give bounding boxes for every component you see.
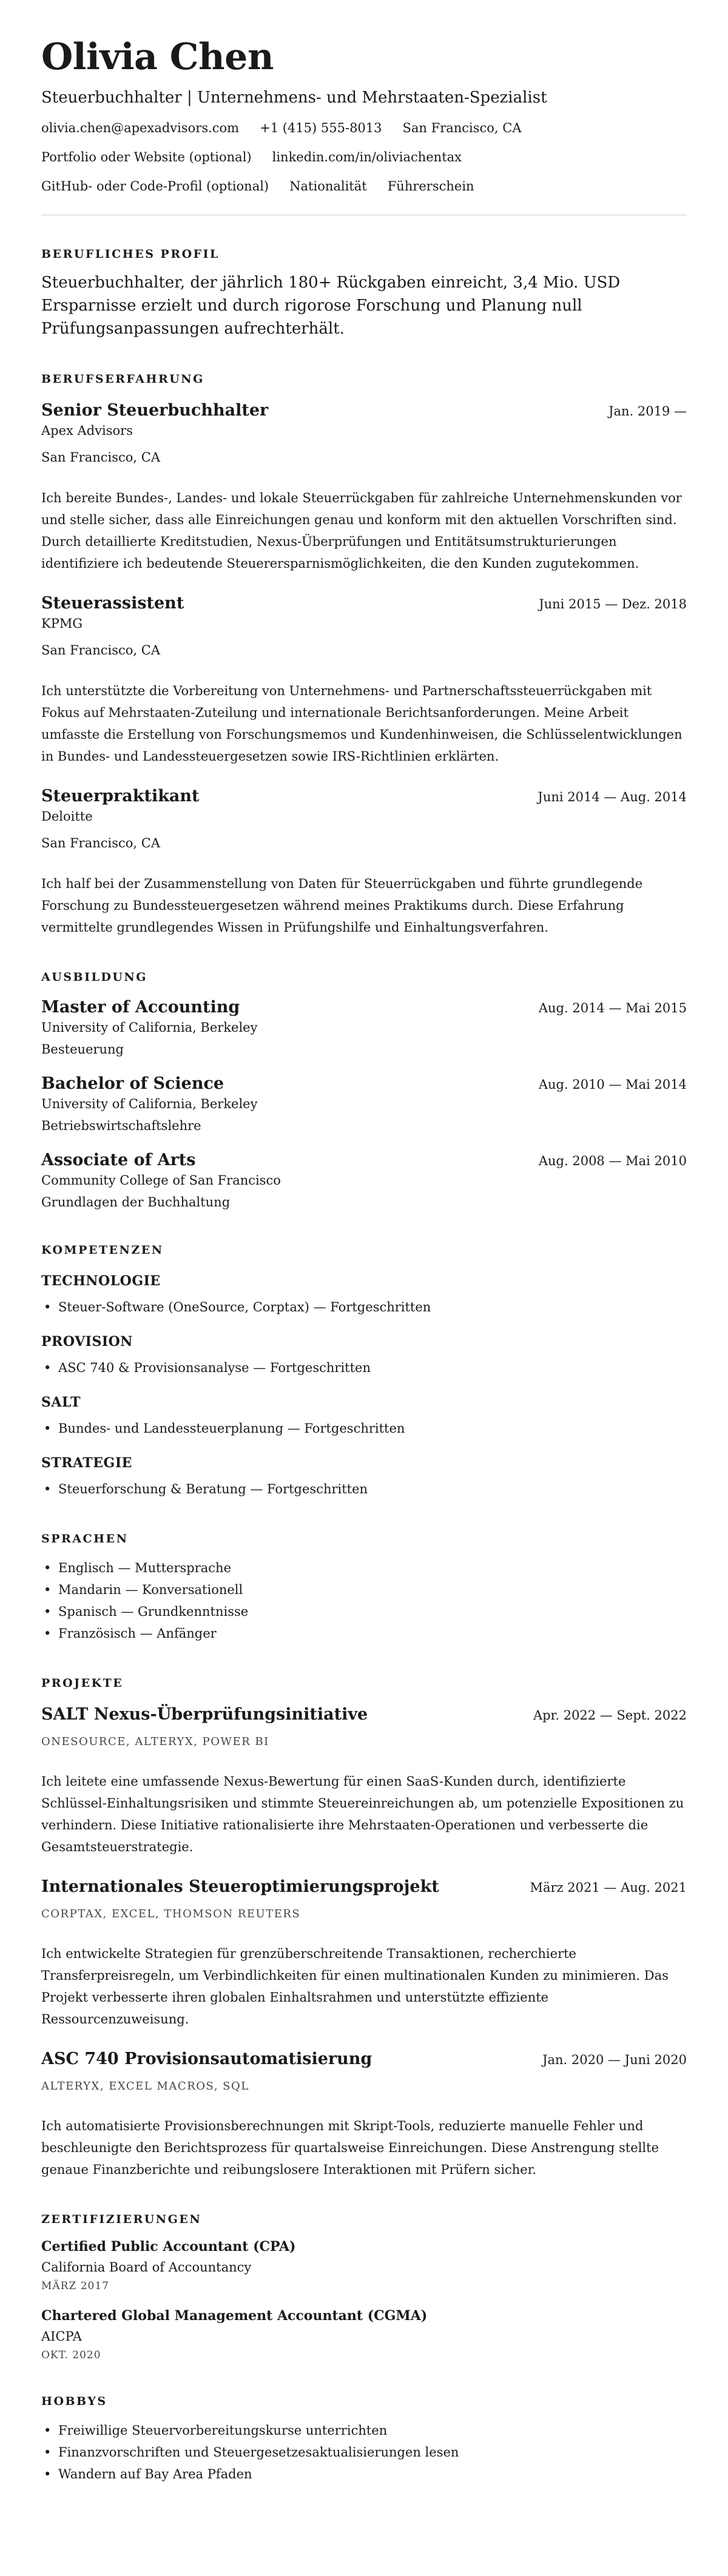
project-description: Ich leitete eine umfassende Nexus-Bewertung für einen SaaS-Kunden durch, identifizierte Schlüssel-Einhaltungsrisiken und stimmte Steuereinreichungen ab, um potenzielle Expositionen zu verhindern. Diese Initiative rationalisierte ihre Mehrstaaten-Operationen und verbesserte die Gesamtsteuerstrategie. [41,1774,684,1854]
project-entry [41,2048,687,2181]
job-date: Juni 2014 — Aug. 2014 [538,790,687,804]
skill-item: • ASC 740 & Provisionsanalyse — Fortgeschritten [41,1357,687,1379]
skills-title: KOMPETENZEN [41,1243,164,1257]
contact-row-primary [41,119,687,137]
experience-entry [41,400,687,574]
hobbies-title: HOBBYS [41,2395,107,2408]
project-title: SALT Nexus-Überprüfungsinitiative [41,1705,368,1724]
job-title: Senior Steuerbuchhalter [41,401,269,420]
school-name: Community College of San Francisco [41,1173,281,1188]
skill-item: • Steuer-Software (OneSource, Corptax) — Fortgeschritten [41,1296,687,1318]
skill-list [41,1296,687,1318]
contact-portfolio[interactable]: Portfolio oder Website (optional) [41,150,252,164]
school-name: University of California, Berkeley [41,1020,258,1035]
job-title: Steuerpraktikant [41,787,200,805]
skill-item: • Steuerforschung & Beratung — Fortgeschritten [41,1478,687,1500]
job-company: KPMG [41,616,83,631]
degree-title: Bachelor of Science [41,1074,224,1093]
certification-name: Chartered Global Management Accountant (CGMA) [41,2308,428,2324]
job-company: Deloitte [41,809,93,824]
project-description: Ich entwickelte Strategien für grenzüberschreitende Transaktionen, recherchierte Transferpreisregeln, um Verbindlichkeiten für einen multinationalen Kunden zu minimieren. Das Projekt verbesserte ihren globalen Einhaltsrahmen und unterstützte effiziente Ressourcenzuweisung. [41,1946,669,2026]
job-title: Steuerassistent [41,594,184,613]
skill-list [41,1417,687,1439]
school-name: University of California, Berkeley [41,1097,258,1111]
language-list [41,1557,687,1644]
degree-field: Grundlagen der Buchhaltung [41,1195,231,1209]
education-entry [41,997,687,1058]
job-description: Ich bereite Bundes-, Landes- und lokale Steuerrückgaben für zahlreiche Unternehmenskunden vor und stelle sicher, dass alle Einreichungen genau und konform mit den aktuellen Vorschriften sind. Durch detaillierte Kreditstudien, Nexus-Überprüfungen und Entitätsumstrukturierungen identifiziere ich bedeutende Steuerersparnismöglichkeiten, die den Kunden zugutekommen. [41,491,682,571]
project-entry [41,1876,687,2030]
languages-title: SPRACHEN [41,1532,129,1545]
contact-row-links [41,148,687,166]
summary-section [41,247,687,340]
certification-issuer: AICPA [41,2329,82,2344]
project-tech: ONESOURCE, ALTERYX, POWER BI [41,1735,269,1748]
experience-title: BERUFSERFAHRUNG [41,372,204,386]
contact-linkedin[interactable]: linkedin.com/in/oliviachentax [272,150,462,164]
project-title: ASC 740 Provisionsautomatisierung [41,2050,372,2068]
job-location: San Francisco, CA [41,836,161,850]
certifications-title: ZERTIFIZIERUNGEN [41,2213,202,2226]
job-date: Jan. 2019 — [608,404,687,419]
education-section [41,970,687,1211]
job-location: San Francisco, CA [41,643,161,657]
contact-row-extra [41,177,687,195]
skill-category: PROVISION [41,1334,133,1350]
resume-header [41,35,687,195]
degree-field: Besteuerung [41,1042,124,1057]
degree-date: Aug. 2008 — Mai 2010 [538,1154,687,1168]
job-location: San Francisco, CA [41,450,161,465]
experience-entry [41,785,687,938]
skill-category: STRATEGIE [41,1455,132,1471]
summary-title: BERUFLICHES PROFIL [41,247,220,261]
contact-license: Führerschein [387,179,474,193]
certification-date: MÄRZ 2017 [41,2280,109,2292]
certification-entry [41,2307,687,2362]
degree-date: Aug. 2014 — Mai 2015 [538,1001,687,1015]
candidate-name: Olivia Chen [41,36,274,78]
education-entry [41,1073,687,1135]
hobby-item: • Freiwillige Steuervorbereitungskurse unterrichten [41,2420,687,2441]
languages-section [41,1532,687,1644]
experience-section [41,372,687,938]
contact-location: San Francisco, CA [402,121,522,135]
project-entry [41,1704,687,1858]
hobby-item: • Finanzvorschriften und Steuergesetzesaktualisierungen lesen [41,2441,687,2463]
certification-entry [41,2238,687,2293]
skill-category: SALT [41,1394,81,1410]
project-title: Internationales Steueroptimierungsprojekt [41,1877,439,1896]
job-description: Ich unterstützte die Vorbereitung von Unternehmens- und Partnerschaftssteuerrückgaben mit Fokus auf Mehrstaaten-Zuteilung und internationale Berichtsanforderungen. Meine Arbeit umfasste die Erstellung von Forschungsmemos und Kundenhinweisen, die Schlüsselentwicklungen in Bundes- und Landessteuergesetzen sowie IRS-Richtlinien erklärten. [41,684,682,764]
contact-nationality: Nationalität [289,179,367,193]
education-title: AUSBILDUNG [41,970,147,984]
hobby-item: • Wandern auf Bay Area Pfaden [41,2463,687,2485]
project-description: Ich automatisierte Provisionsberechnungen mit Skript-Tools, reduzierte manuelle Fehler und beschleunigte den Berichtsprozess für quartalsweise Einreichungen. Diese Anstrengung stellte genaue Finanzberichte und reibungslosere Interaktionen mit Prüfern sicher. [41,2119,659,2177]
degree-field: Betriebswirtschaftslehre [41,1118,201,1133]
project-date: März 2021 — Aug. 2021 [530,1880,687,1895]
degree-title: Master of Accounting [41,998,240,1017]
candidate-headline: Steuerbuchhalter | Unternehmens- und Mehrstaaten-Spezialist [41,89,547,107]
project-date: Jan. 2020 — Juni 2020 [542,2053,687,2067]
certification-date: OKT. 2020 [41,2349,101,2361]
certification-name: Certified Public Accountant (CPA) [41,2239,296,2255]
hobbies-section [41,2394,687,2485]
job-description: Ich half bei der Zusammenstellung von Daten für Steuerrückgaben und führte grundlegende Forschung zu Bundessteuergesetzen während meines Praktikums durch. Diese Erfahrung vermittelte grundlegendes Wissen in Prüfungshilfe und Einhaltungsverfahren. [41,876,643,935]
contact-phone[interactable]: +1 (415) 555-8013 [260,121,382,135]
skill-list [41,1478,687,1500]
certifications-section [41,2212,687,2362]
language-item: • Englisch — Muttersprache [41,1557,687,1579]
project-tech: CORPTAX, EXCEL, THOMSON REUTERS [41,1908,301,1920]
projects-title: PROJEKTE [41,1676,124,1690]
language-item: • Mandarin — Konversationell [41,1579,687,1601]
job-company: Apex Advisors [41,423,133,438]
language-item: • Französisch — Anfänger [41,1623,687,1644]
education-entry [41,1149,687,1211]
project-tech: ALTERYX, EXCEL MACROS, SQL [41,2080,249,2093]
summary-text: Steuerbuchhalter, der jährlich 180+ Rückgaben einreicht, 3,4 Mio. USD Ersparnisse erzielt und durch rigorose Forschung und Planung null Prüfungsanpassungen aufrechterhält. [41,274,621,338]
experience-entry [41,593,687,767]
skill-category: TECHNOLOGIE [41,1273,161,1289]
job-date: Juni 2015 — Dez. 2018 [539,597,687,611]
skill-list [41,1357,687,1379]
contact-github[interactable]: GitHub- oder Code-Profil (optional) [41,179,269,193]
skills-section [41,1243,687,1500]
certification-issuer: California Board of Accountancy [41,2260,252,2275]
degree-title: Associate of Arts [41,1151,196,1169]
degree-date: Aug. 2010 — Mai 2014 [538,1077,687,1092]
skill-item: • Bundes- und Landessteuerplanung — Fortgeschritten [41,1417,687,1439]
project-date: Apr. 2022 — Sept. 2022 [533,1708,687,1723]
hobby-list [41,2420,687,2485]
projects-section [41,1676,687,2181]
language-item: • Spanisch — Grundkenntnisse [41,1601,687,1623]
contact-email[interactable]: olivia.chen@apexadvisors.com [41,121,240,135]
